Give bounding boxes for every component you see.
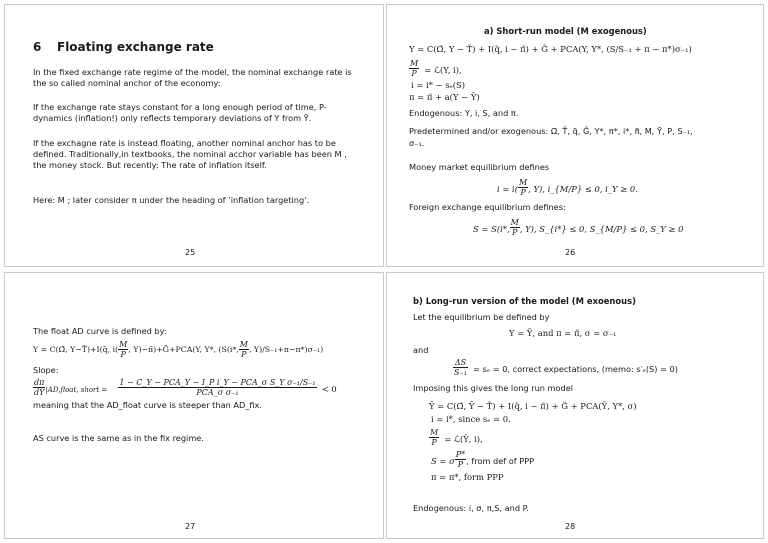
paragraph-line: the so called nominal anchor of the economy: (33, 78, 221, 88)
paragraph-line: If the exchange rate stays constant for a long enough period of time, P- (33, 102, 327, 112)
paragraph-line: the money stock. But recently: The rate of inflation itself. (33, 160, 267, 170)
paragraph-line: Endogenous: Y, i, S, and π. (409, 108, 519, 118)
equation: i = i*, since sₑ = 0. (431, 414, 511, 424)
fraction-den: P (120, 350, 126, 359)
paragraph-line: and (413, 345, 429, 355)
fraction-den: dY (34, 388, 45, 397)
slide-26 (386, 4, 764, 267)
page-number: 26 (565, 248, 576, 257)
slide-27 (4, 272, 384, 539)
paragraph-line: AS curve is the same as in the fix regime. (33, 433, 204, 443)
fraction-num: M (430, 428, 439, 437)
equation: π = π*, form PPP (431, 472, 504, 482)
paragraph-line: Money market equilibrium defines (409, 162, 550, 172)
equation (497, 177, 638, 197)
fraction-num: P* (455, 450, 466, 459)
equation: Y = Ȳ, and π = π̃, σ = σ₋₁ (509, 328, 617, 338)
equation-part: , from def of PPP (466, 456, 535, 466)
fraction-num: 1 − C_Y − PCA_Y − I_P i_Y − PCA_σ S_Y σ₋₁/S₋₁ (119, 378, 316, 387)
fraction-den: P (457, 460, 464, 469)
equation-part: S = S(i*, (473, 224, 510, 234)
equation (453, 357, 678, 377)
equation: Ȳ = C(Ω̃, Ȳ − T̃) + I(q̃, i − π̃) + G̃ + PCA(Ȳ, Y*, σ) (429, 401, 637, 411)
paragraph-line: Imposing this gives the long run model (413, 383, 574, 393)
subsection-heading: a) Short-run model (M exogenous) (484, 26, 647, 36)
fraction-num: M (510, 218, 519, 227)
paragraph-line: dynamics (inflation!) only reflects temporary deviations of Y from Ȳ. (33, 113, 312, 123)
fraction-den: P (520, 188, 526, 197)
paragraph-line: Slope: (33, 365, 59, 375)
fraction-num: M (518, 178, 528, 187)
equation: π = π̃ + a(Y − Ȳ) (409, 92, 480, 102)
fraction-num: M (410, 59, 419, 68)
fraction-num: ΔS (454, 358, 467, 367)
fraction-den: S₋₁ (454, 368, 467, 377)
equation (33, 377, 337, 397)
paragraph-line: Endogenous: i, σ, π,S, and P. (413, 503, 529, 513)
paragraph-line: Let the equilibrium be defined by (413, 312, 550, 322)
fraction-num: M (119, 340, 128, 349)
paragraph-line: Foreign exchange equilibrium defines: (409, 202, 566, 212)
fraction-den: P (241, 350, 247, 359)
equation (473, 217, 683, 237)
paragraph-line: defined. Traditionally,in textbooks, the nominal acchor variable has been M , (33, 149, 347, 159)
equation-part: |AD,float, short = (45, 386, 108, 394)
page-number: 28 (565, 522, 576, 531)
fraction-den: PCA_σ σ₋₁ (196, 388, 239, 397)
slide-28 (386, 272, 764, 539)
equation-part: Y = C(Ω̃, Y−T̃)+I(q̃, i( (33, 345, 119, 354)
fraction-den: P (411, 69, 417, 78)
equation (429, 427, 483, 447)
fraction-den: P (512, 228, 518, 237)
paragraph-line: The float AD curve is defined by: (33, 326, 167, 336)
paragraph-line: If the exchagne rate is instead floating, another nominal anchor has to be (33, 138, 336, 148)
paragraph-line: Here: M ; later consider π under the heading of ’inflation targeting’. (33, 195, 310, 205)
fraction-den: P (431, 438, 437, 447)
paragraph-line: meaning that the AD_float curve is steeper than AD_fix. (33, 400, 262, 410)
equation (33, 340, 323, 359)
equation-part: , Y), i_{M/P} ≤ 0, i_Y ≥ 0. (528, 184, 638, 194)
page-number: 25 (185, 248, 196, 257)
equation-part: = sₑ = 0, correct expectations, (memo: s′ₑ(S) = 0) (473, 364, 678, 374)
equation-part: S = σ (431, 456, 455, 466)
fraction-num: M (239, 340, 248, 349)
fraction-num: dπ (34, 378, 45, 387)
equation-part: , Y)/S₋₁+π−π*)σ₋₁) (248, 345, 324, 354)
equation-rhs: = ℒ(Y, i), (424, 65, 462, 75)
paragraph-line: σ₋₁. (409, 138, 425, 148)
equation: Y = C(Ω̃, Y − T̃) + I(q̃, i − π̃) + G̃ + PCA(Y, Y*, (S/S₋₁ + π − π*)σ₋₁) (409, 44, 692, 54)
equation: i = i* − sₑ(S) (411, 80, 466, 90)
subsection-heading: b) Long-run version of the model (M exoenous) (413, 296, 636, 306)
slide-25 (4, 4, 384, 267)
section-title: Floating exchange rate (57, 40, 214, 54)
page-number: 27 (185, 522, 196, 531)
equation (409, 58, 462, 78)
equation (431, 449, 534, 469)
equation-part: , Y)−π̃)+G̃+PCA(Y, Y*, (S(i*, (128, 345, 239, 354)
equation-part: = ℒ(Ȳ, i), (444, 434, 483, 444)
section-number: 6 (33, 40, 42, 54)
equation-part: i = i( (497, 184, 518, 194)
equation-part: < 0 (321, 384, 337, 394)
paragraph-line: In the fixed exchange rate regime of the model, the nominal exchange rate is (33, 67, 352, 77)
paragraph-line: Predetermined and/or exogenous: Ω̃, T̃, q̃, G̃, Y*, π*, i*, π̃, M, Ȳ, P, S₋₁, (409, 126, 693, 136)
equation-part: , Y), S_{i*} ≤ 0, S_{M/P} ≤ 0, S_Y ≥ 0 (519, 224, 684, 234)
